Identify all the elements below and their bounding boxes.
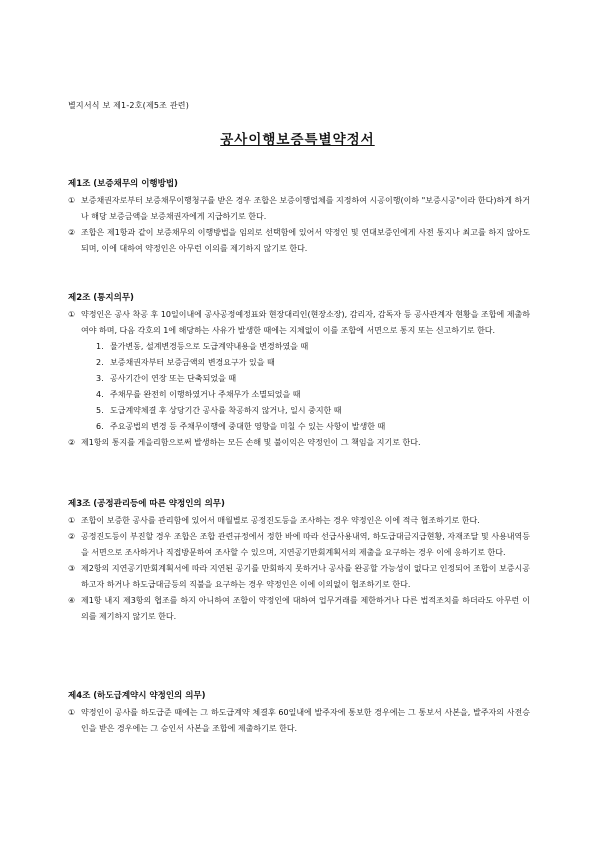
paragraph-text: 제1항의 통지를 게을리함으로써 발생하는 모든 손해 및 불이익은 약정인이 그 책임을 지기로 한다. bbox=[81, 438, 421, 447]
paragraph-mark: ② bbox=[68, 438, 76, 447]
item-text: 보증채권자부터 보증금액의 변경요구가 있을 때 bbox=[110, 358, 275, 367]
list-item bbox=[68, 387, 530, 403]
paragraph-text: 제1항 내지 제3항의 협조를 하지 아니하여 조합이 약정인에 대하여 업무거래를 제한하거나 다른 법적조치를 하더라도 아무런 이의를 제기하지 않기로 한다. bbox=[81, 596, 530, 621]
paragraph-mark: ② bbox=[68, 228, 76, 237]
paragraph-text: 조합은 제1항과 같이 보증채무의 이행방법을 임의로 선택함에 있어서 약정인 및 연대보증인에게 사전 통지나 최고를 하지 않아도 되며, 이에 대하여 약정인은 아무런 이의를 제기하지 않기로 한다. bbox=[81, 228, 530, 253]
paragraph bbox=[68, 705, 530, 737]
form-reference: 별지서식 보 제1-2호(제5조 관련) bbox=[68, 101, 190, 110]
paragraph-mark: ① bbox=[68, 196, 76, 205]
paragraph-text: 공정진도등이 부진할 경우 조합은 조합 관련규정에서 정한 바에 따라 선급사용내역, 하도급대금지급현황, 자재조달 및 사용내역등을 서면으로 조사하거나 직접방문하여 조사할 수 있으며, 지연공기만회계획서의 제출을 요구하는 경우 이에 응하기로 한다. bbox=[81, 532, 530, 557]
item-number: 4. bbox=[96, 390, 104, 399]
article-heading: 제3조 (공정관리등에 따른 약정인의 의무) bbox=[68, 499, 225, 509]
paragraph-mark: ① bbox=[68, 516, 76, 525]
paragraph bbox=[68, 193, 530, 225]
item-number: 5. bbox=[96, 406, 104, 415]
list-item bbox=[68, 339, 530, 355]
article-heading: 제1조 (보증채무의 이행방법) bbox=[68, 179, 178, 189]
paragraph-text: 조합이 보증한 공사를 관리함에 있어서 매월별로 공정진도등을 조사하는 경우 약정인은 이에 적극 협조하기로 한다. bbox=[81, 516, 480, 525]
paragraph-text: 약정인이 공사를 하도급준 때에는 그 하도급계약 체결후 60일내에 발주자에 통보한 경우에는 그 통보서 사본을, 발주자의 사전승인을 받은 경우에는 그 승인서 사본을 조합에 제출하기로 한다. bbox=[81, 708, 530, 733]
article-4 bbox=[68, 688, 530, 737]
item-text: 도급계약체결 후 상당기간 공사를 착공하지 않거나, 일시 중지한 때 bbox=[110, 406, 342, 415]
list-item bbox=[68, 403, 530, 419]
paragraph bbox=[68, 225, 530, 257]
article-heading: 제2조 (통지의무) bbox=[68, 293, 134, 303]
document-title: 공사이행보증특별약정서 bbox=[220, 132, 375, 148]
item-list bbox=[68, 339, 530, 435]
list-item bbox=[68, 371, 530, 387]
item-number: 3. bbox=[96, 374, 104, 383]
article-2 bbox=[68, 290, 530, 451]
paragraph-mark: ① bbox=[68, 310, 76, 319]
paragraph-mark: ③ bbox=[68, 564, 76, 573]
item-text: 물가변동, 설계변경등으로 도급계약내용을 변경하였을 때 bbox=[110, 342, 309, 351]
paragraph-text: 보증채권자로부터 보증채무이행청구를 받은 경우 조합은 보증이행업체를 지정하여 시공이행(이하 "보증시공"이라 한다)하게 하거나 해당 보증금액을 보증채권자에게 지급하기로 한다. bbox=[81, 196, 530, 221]
article-1 bbox=[68, 176, 530, 257]
item-text: 공사기간이 연장 또는 단축되었을 때 bbox=[110, 374, 237, 383]
paragraph bbox=[68, 561, 530, 593]
paragraph bbox=[68, 529, 530, 561]
paragraph bbox=[68, 435, 530, 451]
item-text: 주요공법의 변경 등 주채무이행에 중대한 영향을 미칠 수 있는 사항이 발생한 때 bbox=[110, 422, 386, 431]
article-3 bbox=[68, 496, 530, 625]
list-item bbox=[68, 419, 530, 435]
item-number: 6. bbox=[96, 422, 104, 431]
item-number: 2. bbox=[96, 358, 104, 367]
paragraph-text: 제2항의 지연공기만회계획서에 따라 지연된 공기를 만회하지 못하거나 공사를 완공할 가능성이 없다고 인정되어 조합이 보증시공하고자 하거나 하도급대금등의 직불을 요구하는 경우 약정인은 이에 이의없이 협조하기로 한다. bbox=[81, 564, 530, 589]
paragraph-mark: ② bbox=[68, 532, 76, 541]
paragraph-mark: ④ bbox=[68, 596, 76, 605]
paragraph bbox=[68, 593, 530, 625]
paragraph bbox=[68, 307, 530, 339]
list-item bbox=[68, 355, 530, 371]
paragraph bbox=[68, 513, 530, 529]
paragraph-text: 약정인은 공사 착공 후 10일이내에 공사공정예정표와 현장대리인(현장소장), 감리자, 감독자 등 공사관계자 현황을 조합에 제출하여야 하며, 다음 각호의 1에 해당하는 사유가 발생한 때에는 지체없이 이를 조합에 서면으로 통지 또는 신고하기로 한다. bbox=[81, 310, 530, 335]
item-text: 주채무를 완전히 이행하였거나 주채무가 소멸되었을 때 bbox=[110, 390, 301, 399]
paragraph-mark: ① bbox=[68, 708, 76, 717]
item-number: 1. bbox=[96, 342, 104, 351]
article-heading: 제4조 (하도급계약시 약정인의 의무) bbox=[68, 691, 206, 701]
